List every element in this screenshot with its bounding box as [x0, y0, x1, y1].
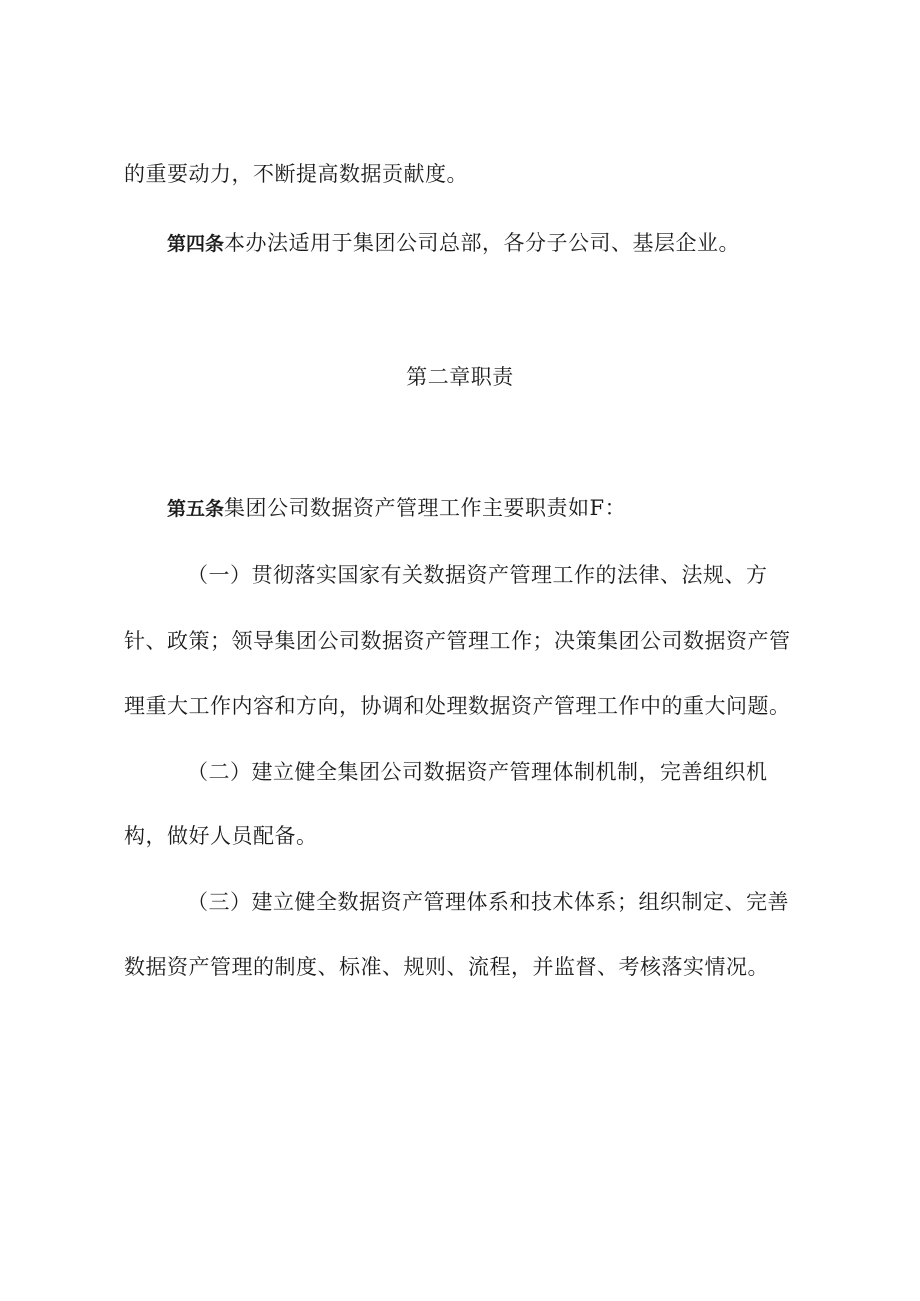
- item-2-line-2: 构，做好人员配备。: [124, 824, 318, 848]
- article-4-label: 第四条: [167, 233, 225, 255]
- chapter-2-title: 第二章职责: [406, 365, 514, 389]
- item-1-line-2: 针、政策；领导集团公司数据资产管理工作；决策集团公司数据资产管: [124, 629, 791, 653]
- article-4-text: 本办法适用于集团公司总部，各分子公司、基层企业。: [224, 231, 741, 255]
- item-2-line-1: （二）建立健全集团公司数据资产管理体制机制，完善组织机: [187, 760, 768, 784]
- article-5-label: 第五条: [167, 498, 225, 520]
- article-4: [167, 229, 740, 258]
- item-1-line-3: 理重大工作内容和方向，协调和处理数据资产管理工作中的重大问题。: [124, 694, 791, 718]
- article-5-text: 集团公司数据资产管理工作主要职责如F：: [224, 496, 627, 520]
- item-3-line-1: （三）建立健全数据资产管理体系和技术体系；组织制定、完善: [187, 890, 789, 914]
- paragraph-line: 的重要动力，不断提高数据贡献度。: [124, 162, 468, 186]
- article-5: [167, 494, 626, 523]
- item-3-line-2: 数据资产管理的制度、标准、规则、流程，并监督、考核落实情况。: [124, 955, 769, 979]
- item-1-line-1: （一）贯彻落实国家有关数据资产管理工作的法律、法规、方: [187, 563, 768, 587]
